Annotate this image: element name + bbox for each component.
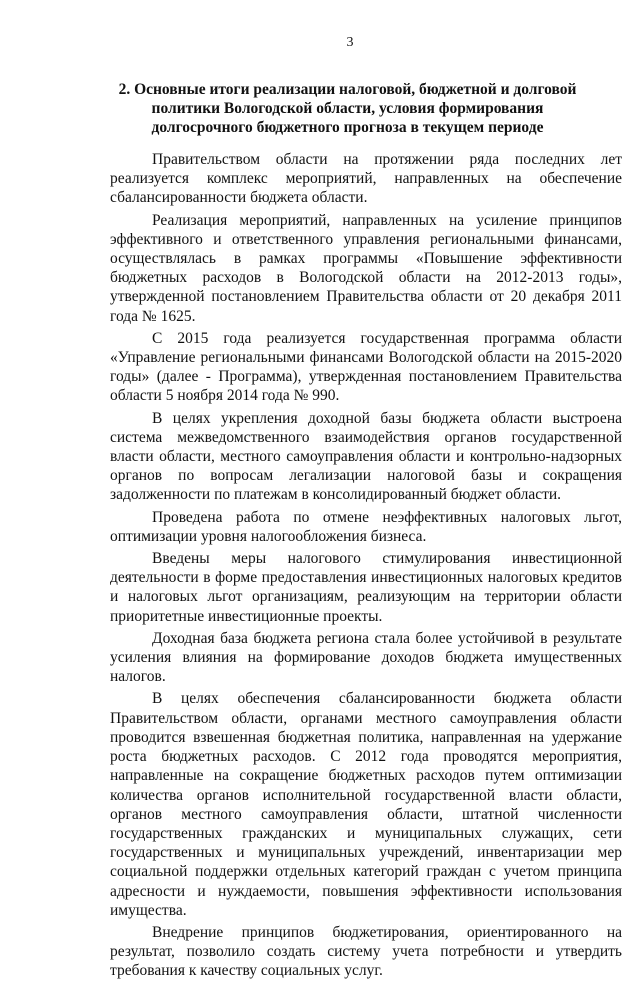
paragraph: Реализация мероприятий, направленных на усиление принципов эффективного и ответственного управления региональными финансами, осуществлялась в рамках программы «Повышение эффективности бюджетных расходов в Вологодской области на 2012-2013 годы», утвержденной постановлением Правительства области от 20 декабря 2011 года № 1625. [110,211,622,325]
paragraph: В целях укрепления доходной базы бюджета области выстроена система межведомственного взаимодействия органов государственной власти области, местного самоуправления области и контрольно-надзорных органов по вопросам легализации налоговой базы и сокращения задолженности по платежам в консолидированный бюджет области. [110,409,622,504]
paragraph: С 2015 года реализуется государственная программа области «Управление региональными финансами Вологодской области на 2015-2020 годы» (далее - Программа), утвержденная постановлением Правительства области 5 ноября 2014 года № 990. [110,329,622,405]
paragraph: Введены меры налогового стимулирования инвестиционной деятельности в форме предоставления инвестиционных налоговых кредитов и налоговых льгот организациям, реализующим на территории области приоритетные инвестиционные проекты. [110,550,622,625]
paragraph: В целях обеспечения сбалансированности бюджета области Правительством области, органами местного самоуправления области проводится взвешенная бюджетная политика, направленная на удержание роста бюджетных расходов. С 2012 года проводятся мероприятия, направленные на сокращение бюджетных расходов путем оптимизации количества органов исполнительной государственной власти области, органов местного самоуправления области, штатной численности государственных гражданских и муниципальных служащих, сети государственных и муниципальных учреждений, инвентаризации мер социальной поддержки отдельных категорий граждан с учетом принципа адресности и нуждаемости, повышения эффективности использования имущества. [110,690,622,919]
section-heading: 2. Основные итоги реализации налоговой, бюджетной и долговой политики Вологодской области, условия формирования долгосрочного бюджетного прогноза в текущем периоде [118,81,577,136]
paragraph: Правительством области на протяжении ряда последних лет реализуется комплекс мероприятий, направленных на обеспечение сбалансированности бюджета области. [110,151,622,207]
paragraph: Доходная база бюджета региона стала более устойчивой в результате усиления влияния на формирование доходов бюджета имущественных налогов. [110,629,622,686]
paragraph: Проведена работа по отмене неэффективных налоговых льгот, оптимизации уровня налогообложения бизнеса. [110,508,622,545]
document-body [110,150,622,984]
paragraph: Внедрение принципов бюджетирования, ориентированного на результат, позволило создать систему учета потребности и утвердить требования к качеству социальных услуг. [110,923,622,980]
page-number: 3 [346,35,354,50]
